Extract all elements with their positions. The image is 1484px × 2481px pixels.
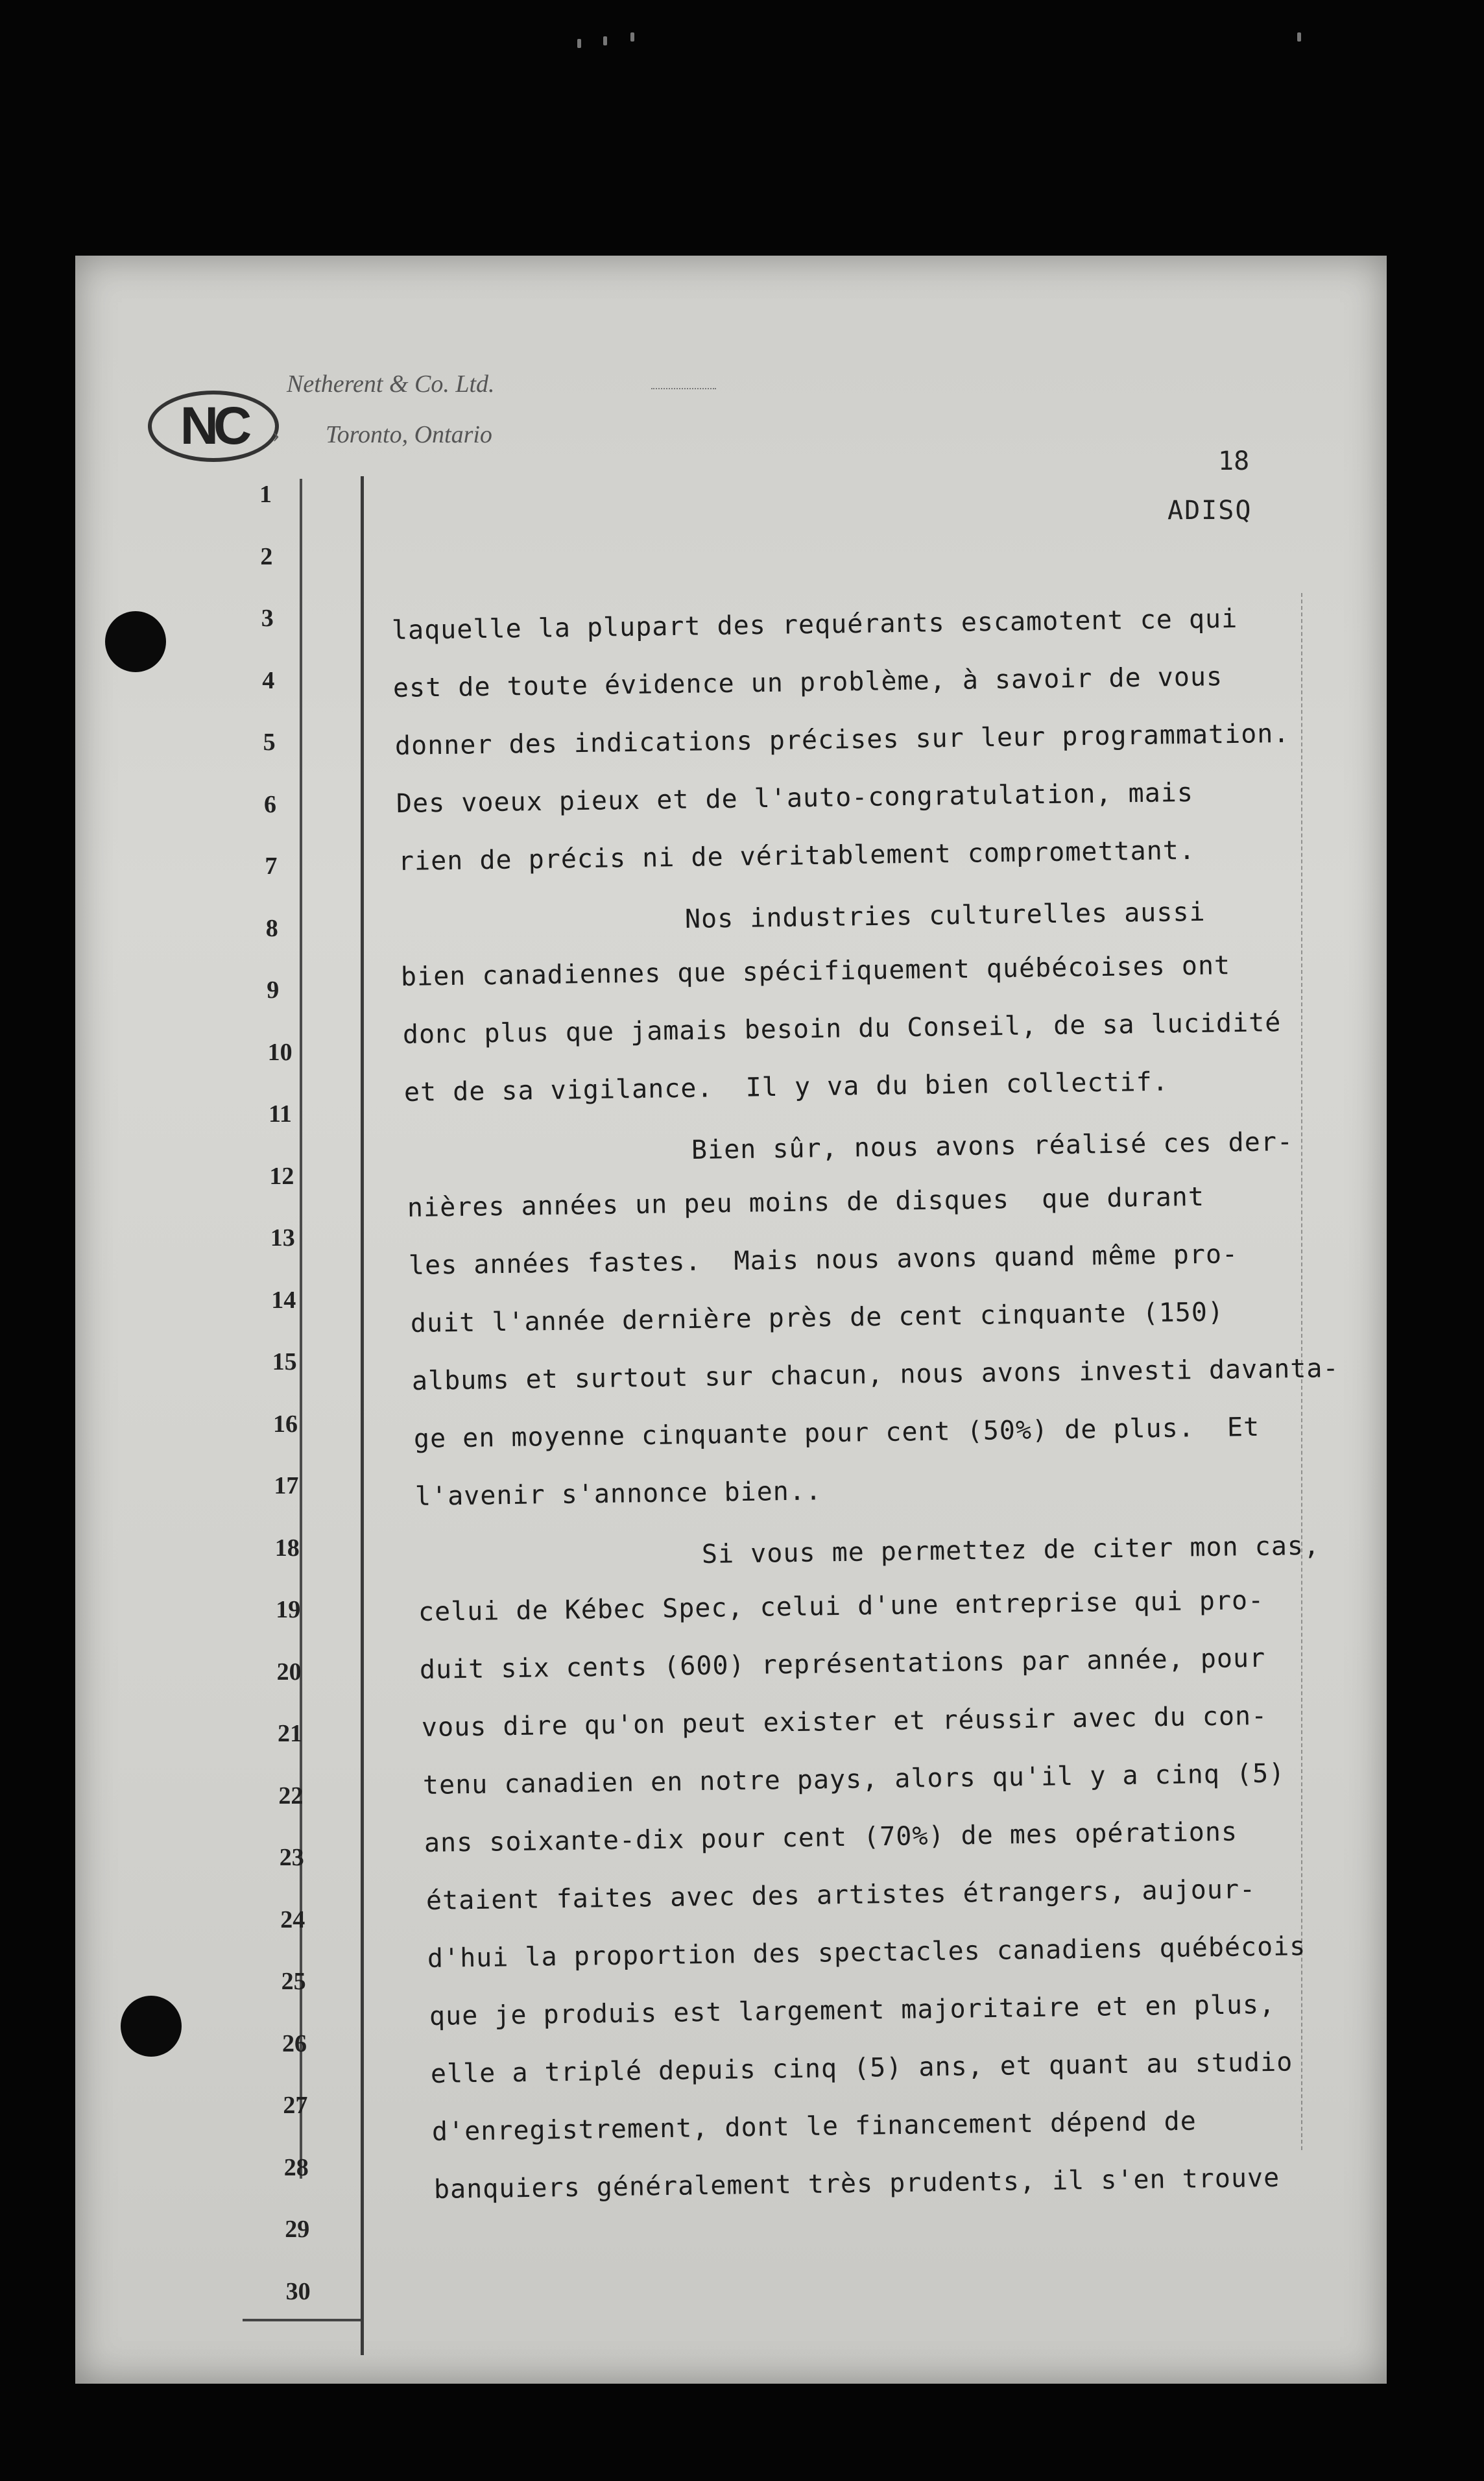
text-line: albums et surtout sur chacun, nous avons investi davanta- — [411, 1353, 1340, 1396]
film-speck — [603, 36, 607, 45]
film-speck — [577, 39, 581, 48]
text-line: donc plus que jamais besoin du Conseil, de sa lucidité — [402, 1008, 1282, 1050]
line-number: 16 — [273, 1410, 298, 1438]
letterhead-city: Toronto, Ontario — [326, 421, 492, 448]
line-number: 28 — [283, 2153, 309, 2181]
line-number: 19 — [276, 1596, 301, 1623]
line-number: 10 — [267, 1038, 293, 1066]
text-line: elle a triplé depuis cinq (5) ans, et quant au studio — [430, 2047, 1293, 2089]
text-line: les années fastes. Mais nous avons quand même pro- — [409, 1239, 1239, 1281]
line-number: 20 — [276, 1658, 302, 1686]
line-number: 3 — [261, 605, 274, 632]
line-number: 26 — [282, 2029, 307, 2057]
text-line: l'avenir s'annonce bien.. — [414, 1476, 822, 1512]
letterhead-divider — [651, 388, 716, 389]
line-number: 5 — [263, 729, 276, 756]
text-line: nières années un peu moins de disques que durant — [407, 1181, 1205, 1223]
line-number: 21 — [278, 1720, 302, 1747]
line-number: 24 — [280, 1906, 305, 1933]
line-number: 6 — [264, 790, 276, 818]
line-number: 22 — [278, 1782, 304, 1809]
text-line: duit l'année dernière près de cent cinquante (150) — [410, 1297, 1225, 1338]
text-line: d'hui la proportion des spectacles canadiens québécois — [427, 1931, 1306, 1974]
text-line: ans soixante-dix pour cent (70%) de mes opérations — [424, 1817, 1238, 1858]
line-number: 9 — [267, 976, 280, 1004]
line-number: 17 — [274, 1472, 299, 1499]
text-line: est de toute évidence un problème, à savoir de vous — [393, 662, 1223, 703]
text-line: tenu canadien en notre pays, alors qu'il y a cinq (5) — [422, 1758, 1286, 1800]
text-line: Nos industries culturelles aussi — [684, 897, 1206, 934]
film-speck — [1297, 32, 1301, 42]
line-number: 11 — [269, 1100, 292, 1128]
punch-hole — [121, 1996, 182, 2057]
bottom-rule — [243, 2319, 361, 2321]
letterhead-company: Netherent & Co. Ltd. — [287, 370, 495, 398]
text-line: Des voeux pieux et de l'auto-congratulation, mais — [396, 777, 1194, 819]
line-number: 30 — [285, 2277, 311, 2305]
line-number: 13 — [270, 1224, 295, 1252]
text-line: que je produis est largement majoritaire et en plus, — [429, 1989, 1276, 2031]
line-number: 1 — [259, 481, 272, 508]
text-line: duit six cents (600) représentations par année, pour — [419, 1643, 1266, 1685]
text-line: laquelle la plupart des requérants escamotent ce qui — [391, 603, 1238, 646]
header-code: ADISQ — [1167, 496, 1252, 526]
line-number: 25 — [281, 1968, 306, 1995]
text-line: étaient faites avec des artistes étrangers, aujour- — [425, 1874, 1256, 1916]
line-number: 15 — [272, 1348, 297, 1375]
document-page — [75, 256, 1387, 2384]
page-number: 18 — [1218, 446, 1250, 476]
line-number: 12 — [269, 1162, 294, 1190]
line-number: 14 — [271, 1286, 296, 1314]
text-line: banquiers généralement très prudents, il s'en trouve — [433, 2162, 1280, 2205]
text-line: celui de Kébec Spec, celui d'une entreprise qui pro- — [418, 1585, 1265, 1627]
text-line: Bien sûr, nous avons réalisé ces der- — [691, 1127, 1293, 1165]
line-number: 29 — [285, 2216, 310, 2243]
line-number: 27 — [283, 2092, 308, 2119]
margin-rule-outer — [361, 476, 364, 2355]
line-number: 8 — [265, 914, 278, 942]
text-line: bien canadiennes que spécifiquement québécoises ont — [401, 950, 1231, 992]
letterhead-bullet-icon: › — [272, 423, 280, 447]
punch-hole — [105, 611, 166, 672]
text-line: d'enregistrement, dont le financement dépend de — [432, 2106, 1197, 2147]
text-line: et de sa vigilance. Il y va du bien collectif. — [403, 1067, 1169, 1107]
text-line: donner des indications précises sur leur programmation. — [394, 718, 1290, 761]
company-logo: NC — [148, 391, 279, 462]
line-number: 23 — [279, 1844, 304, 1871]
text-line: vous dire qu'on peut exister et réussir avec du con- — [421, 1700, 1268, 1743]
line-number: 18 — [274, 1534, 300, 1562]
line-number: 2 — [260, 542, 273, 570]
text-line: Si vous me permettez de citer mon cas, — [702, 1531, 1321, 1569]
text-line: rien de précis ni de véritablement compromettant. — [398, 835, 1195, 877]
line-number: 7 — [265, 853, 278, 880]
text-line: ge en moyenne cinquante pour cent (50%) de plus. Et — [413, 1412, 1260, 1454]
film-speck — [630, 32, 634, 42]
line-number: 4 — [262, 666, 275, 694]
